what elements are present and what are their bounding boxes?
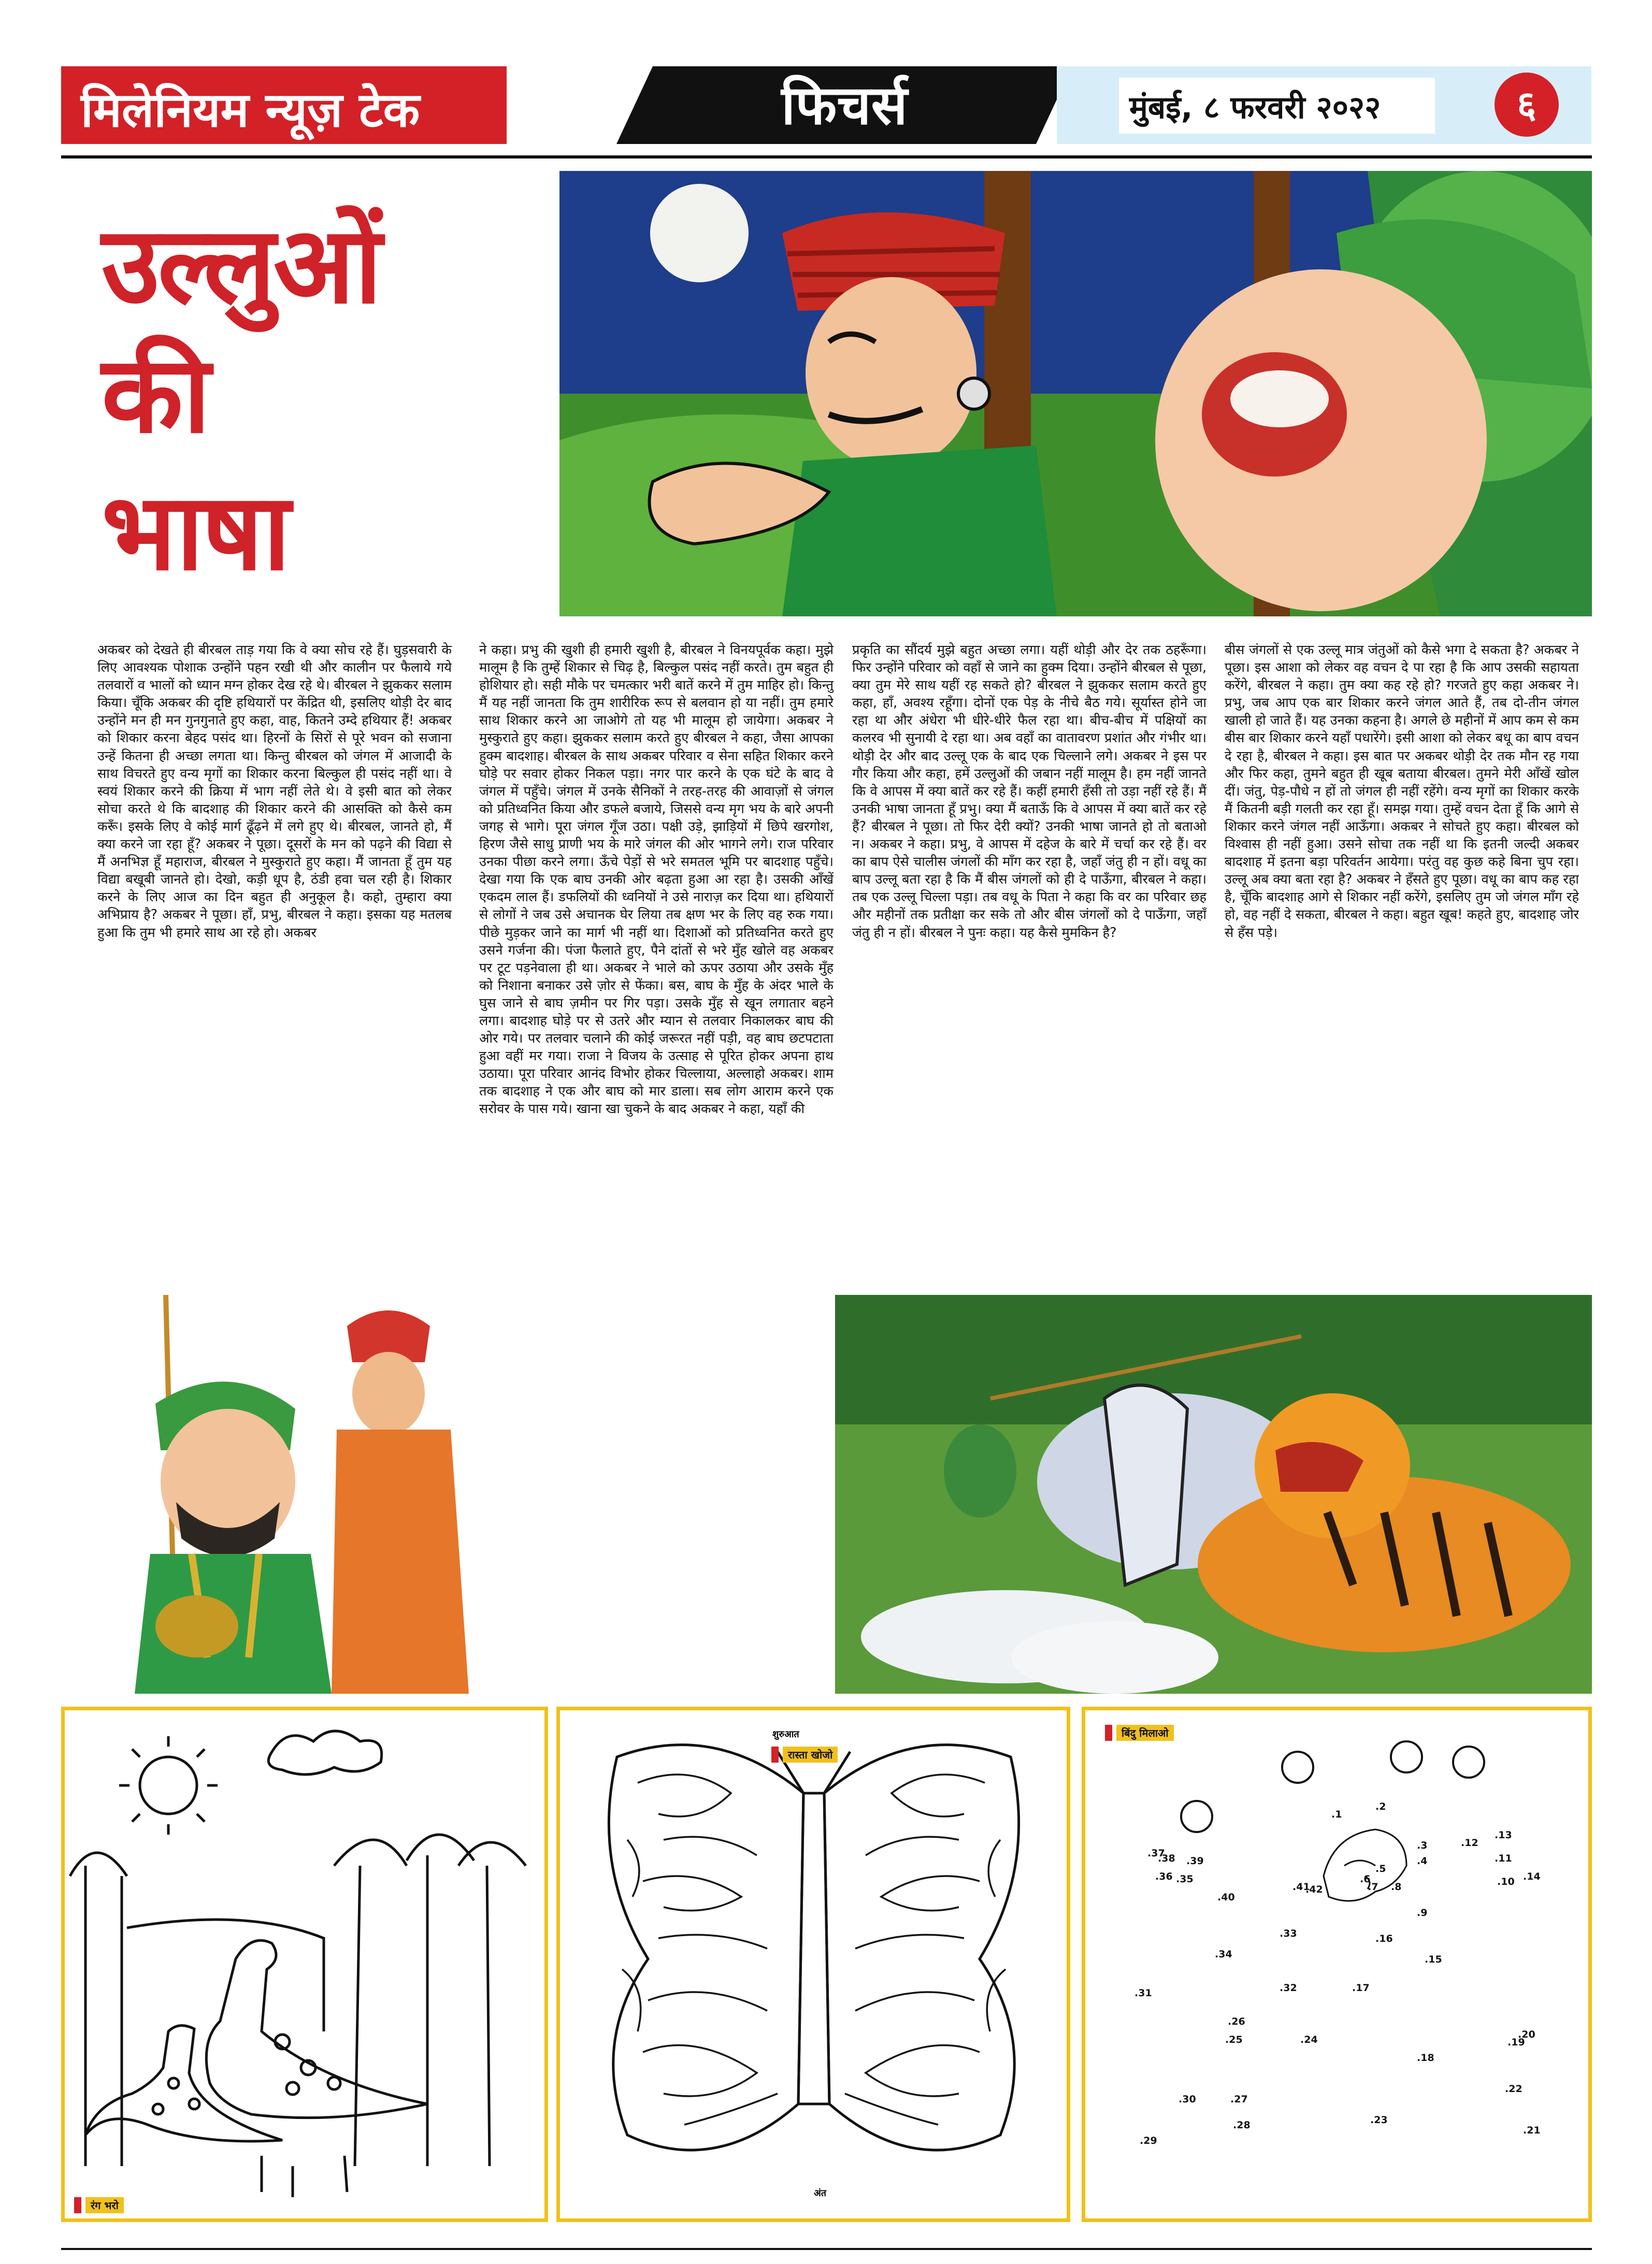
dot-25: .25 bbox=[1225, 2034, 1243, 2045]
dot-9: .9 bbox=[1417, 1907, 1428, 1919]
dot-18: .18 bbox=[1417, 2052, 1434, 2064]
section-title: फिचर्स bbox=[781, 74, 908, 137]
dot-19: .19 bbox=[1507, 2037, 1525, 2048]
dots-layer bbox=[1085, 1710, 1588, 2218]
dot-20: .20 bbox=[1518, 2029, 1535, 2040]
article-column-3 bbox=[852, 641, 1206, 1284]
dot-30: .30 bbox=[1179, 2094, 1196, 2105]
dot-22: .22 bbox=[1505, 2083, 1522, 2095]
bottom-rule bbox=[61, 2248, 1592, 2250]
dots-label: बिंदु मिलाओ bbox=[1116, 1725, 1174, 1741]
dot-1: .1 bbox=[1331, 1809, 1342, 1820]
dot-33: .33 bbox=[1280, 1928, 1297, 1939]
dot-41: .41 bbox=[1292, 1881, 1310, 1893]
dot-16: .16 bbox=[1375, 1933, 1393, 1944]
dot-38: .38 bbox=[1158, 1853, 1175, 1864]
dot-21: .21 bbox=[1523, 2125, 1541, 2136]
article-column-4 bbox=[1225, 641, 1579, 1284]
dot-36: .36 bbox=[1155, 1871, 1173, 1882]
dot-10: .10 bbox=[1497, 1876, 1515, 1887]
dot-4: .4 bbox=[1417, 1855, 1428, 1867]
dot-34: .34 bbox=[1215, 1949, 1232, 1960]
dot-11: .11 bbox=[1495, 1853, 1512, 1864]
issue-date: मुंबई, ८ फरवरी २०२२ bbox=[1129, 90, 1381, 126]
akbar-birbal-illustration bbox=[559, 171, 1592, 616]
headline-line-2: की bbox=[102, 334, 209, 457]
maze-label: रास्ता खोजो bbox=[783, 1747, 838, 1763]
dot-31: .31 bbox=[1134, 1987, 1152, 1999]
column-2-text: ने कहा। प्रभु की खुशी ही हमारी खुशी है, बीरबल ने विनयपूर्वक कहा। मुझे मालूम है कि तुम्हें शिकार से चिढ़ है, बिल्कुल पसंद नहीं करते। तुम बहुत ही होशियार हो। सही मौके पर चमत्कार भरी बातें करने में तुम माहिर हो। किन्तु मैं यह नहीं जानता कि तुम शारीरिक रूप से बलवान हो या नहीं। तुम हमारे साथ शिकार करने आ जाओगे तो यह भी मालूम हो जायेगा। अकबर ने मुस्कुराते हुए कहा। झुककर सलाम करते हुए बीरबल ने कहा, जैसा आपका हुक्म बादशाह। बीरबल के साथ अकबर परिवार व सेना सहित शिकार करने घोड़े पर सवार होकर निकल पड़ा। नगर पार करने के एक घंटे के बाद वे जंगल में पहुँचे। जंगल में उनके सैनिकों ने तरह-तरह की आवाज़ों से जंगल को प्रतिध्वनित किया और डफले बजाये, जिससे वन्य मृग भय के बारे अपनी जगह से भागे। पूरा जंगल गूँज उठा। पक्षी उड़े, झाड़ियों में छिपे खरगोश, हिरण जैसे साधु प्राणी भय के मारे जंगल की ओर भागने लगे। राज परिवार उनका पीछा करने लगा। ऊँचे पेड़ों से भरे समतल भूमि पर बादशाह पहुँचे। देखा गया कि एक बाघ उनकी ओर बढ़ता हुआ आ रहा है। उसकी आँखें एकदम लाल हैं। डफलियों की ध्वनियों ने उसे नाराज़ कर दिया था। हथियारों से लोगों ने जब उसे अचानक घेर लिया तब क्षण भर के लिए वह रुक गया। पीछे मुड़कर जाने का मार्ग भी नहीं था। दिशाओं को प्रतिध्वनित करते हुए उसने गर्जना की। पंजा फैलाते हुए, पैने दांतों से भरे मुँह खोले वह अकबर पर टूट पड़नेवाला ही था। अकबर ने भाले को ऊपर उठाया और उसके मुँह को निशाना बनाकर उसे ज़ोर से फेंका। बस, बाघ के मुँह के अंदर भाले के घुस जाने से बाघ ज़मीन पर गिर पड़ा। उसके मुँह से खून लगातार बहने लगा। बादशाह घोड़े पर से उतरे और म्यान से तलवार निकालकर बाघ की ओर गये। पर तलवार चलाने की कोई जरूरत नहीं पड़ी, वह बाघ छटपटाता हुआ वहीं मर गया। राजा ने विजय के उत्साह से पूरित होकर अपना हाथ उठाया। पूरा परिवार आनंद विभोर होकर चिल्लाया, अल्लाहो अकबर। शाम तक बादशाह ने एक और बाघ को मार डाला। सब लोग आराम करने एक सरोवर के पास गये। खाना खा चुकने के बाद अकबर ने कहा, यहाँ की bbox=[479, 642, 834, 1117]
dot-40: .40 bbox=[1217, 1892, 1235, 1903]
dot-39: .39 bbox=[1186, 1855, 1204, 1867]
page-number: ६ bbox=[1495, 73, 1559, 137]
dot-14: .14 bbox=[1523, 1871, 1541, 1882]
dot-26: .26 bbox=[1228, 2016, 1245, 2027]
coloring-drawing[interactable] bbox=[65, 1710, 544, 2218]
butterfly-maze[interactable] bbox=[560, 1710, 1067, 2218]
top-rule bbox=[61, 155, 1592, 158]
maze-start-label: शुरुआत bbox=[772, 1729, 799, 1740]
article-column-2 bbox=[479, 641, 834, 1695]
brand-name: मिलेनियम न्यूज़ टेक bbox=[81, 82, 420, 138]
dot-27: .27 bbox=[1230, 2094, 1248, 2105]
dot-35: .35 bbox=[1176, 1873, 1194, 1885]
column-3-text: प्रकृति का सौंदर्य मुझे बहुत अच्छा लगा। यहीं थोड़ी और देर तक ठहरूँगा। फिर उन्होंने परिवार को वहाँ से जाने का हुक्म दिया। उन्होंने बीरबल से पूछा, क्या तुम मेरे साथ यहीं रह सकते हो? बीरबल ने झुककर सलाम करते हुए कहा, हाँ, अवश्य रहूँगा। दोनों एक पेड़ के नीचे बैठ गये। सूर्यास्त होने जा रहा था और अंधेरा भी धीरे-धीरे फैल रहा था। बीच-बीच में पक्षियों का कलरव भी सुनायी दे रहा था। अब वहाँ का वातावरण प्रशांत और गंभीर था। थोड़ी देर और बाद उल्लू एक के बाद एक चिल्लाने लगे। अकबर ने इस पर गौर किया और कहा, हमें उल्लुओं की जबान नहीं मालूम है। हम नहीं जानते कि वे आपस में क्या बातें कर रहे हैं। कहीं हमारी हँसी तो उड़ा नहीं रहे हैं। मैं उनकी भाषा जानता हूँ प्रभु। क्या मैं बताऊँ कि वे आपस में क्या बातें कर रहे हैं? बीरबल ने पूछा। तो फिर देरी क्यों? उनकी भाषा जानते हो तो बताओ न। अकबर ने कहा। प्रभु, वे आपस में दहेज के बारे में चर्चा कर रहे हैं। वर का बाप ऐसे चालीस जंगलों की माँग कर रहा है, जहाँ जंतु ही न हों। वधू का बाप उल्लू बता रहा है कि मैं बीस जंगलों को ही दे पाऊँगा, बीरबल ने कहा। तब एक उल्लू चिल्ला पड़ा। तब वधू के पिता ने कहा कि वर का परिवार छह और महीनों तक प्रतीक्षा कर सके तो और बीस जंगलों को दे पाऊँगा, जहाँ जंतु ही न हों। बीरबल ने पुनः कहा। यह कैसे मुमकिन है? bbox=[852, 642, 1206, 941]
coloring-label: रंग भरो bbox=[85, 2197, 124, 2213]
column-4-text: बीस जंगलों से एक उल्लू मात्र जंतुओं को कैसे भगा दे सकता है? अकबर ने पूछा। इस आशा को लेकर वह वचन दे पा रहा है कि आप उसकी सहायता करेंगे, बीरबल ने कहा। तुम क्या कह रहे हो? गरजते हुए कहा अकबर ने। प्रभु, जब आप एक बार शिकार करने जंगल आते हैं, तब दो-तीन जंगल खाली हो जाते हैं। यह उनका कहना है। अगले छे महीनों में आप कम से कम बीस बार शिकार करने यहाँ पधारेंगे। इसी आशा को लेकर बधू का बाप वचन दे रहा है, बीरबल ने कहा। इस बात पर अकबर थोड़ी देर तक मौन रह गया और फिर कहा, तुमने बहुत ही खूब बताया बीरबल। तुमने मेरी आँखें खोल दीं। जंतु, पेड़-पौधे न हों तो जंगल ही नहीं रहेंगे। वन्य मृगों का शिकार करके मैं कितनी बड़ी गलती कर रहा हूँ। समझ गया। तुम्हें वचन देता हूँ कि आगे से शिकार करने जंगल नहीं आऊँगा। अकबर ने सोचते हुए कहा। बीरबल को विश्वास ही नहीं हुआ। उसने सोचा तक नहीं था कि इतनी जल्दी अकबर बादशाह में इतना बड़ा परिवर्तन आयेगा। परंतु वह कुछ कहे बिना चुप रहा। उल्लू अब क्या बता रहा है? अकबर ने हँसते हुए पूछा। वधू का बाप कह रहा है, चूँकि बादशाह आगे से शिकार नहीं करेंगे, इसलिए तुम जो जंगल माँग रहे हो, वह नहीं दे सकता, बीरबल ने कहा। बहुत खूब! कहते हुए, बादशाह जोर से हँस पड़े। bbox=[1225, 642, 1579, 941]
headline-line-1: उल्लुओं bbox=[102, 204, 380, 327]
dot-5: .5 bbox=[1375, 1863, 1386, 1874]
maze-end-label: अंत bbox=[814, 2188, 827, 2199]
dot-24: .24 bbox=[1300, 2034, 1318, 2045]
dot-32: .32 bbox=[1280, 1982, 1297, 1994]
brand-banner bbox=[61, 66, 507, 144]
section-banner bbox=[616, 66, 1072, 144]
dot-42: .42 bbox=[1305, 1884, 1323, 1895]
dot-13: .13 bbox=[1495, 1829, 1512, 1841]
dot-29: .29 bbox=[1140, 2135, 1157, 2146]
maze-box bbox=[556, 1707, 1070, 2222]
dot-37: .37 bbox=[1147, 1848, 1165, 1859]
dot-6: .6 bbox=[1360, 1873, 1371, 1885]
date-box bbox=[1119, 78, 1435, 134]
column-1-text: अकबर को देखते ही बीरबल ताड़ गया कि वे क्या सोच रहे हैं। घुड़सवारी के लिए आवश्यक पोशाक उन्होंने पहन रखी थी और कालीन पर फैलाये गये तलवारों व भालों को ध्यान मग्न होकर देख रहे थे। बीरबल ने झुककर सलाम किया। चूँकि अकबर की दृष्टि हथियारों पर केंद्रित थी, इसलिए थोड़ी देर बाद उन्होंने मन ही मन गुनगुनाते हुए कहा, वाह, कितने उम्दे हथियार हैं! अकबर को शिकार करना बेहद पसंद था। हिरनों के सिरों से पूरे भवन को सजाना उन्हें कितना ही अच्छा लगता था। किन्तु बीरबल को जंगल में आजादी के साथ विचरते हुए वन्य मृगों का शिकार करना बिल्कुल ही पसंद नहीं था। वे स्वयं शिकार करने की क्रिया में भाग नहीं लेते थे। वे इसी बात को लेकर सोचा करते थे कि बादशाह की शिकार करने की आसक्ति को कैसे कम करूँ। इसके लिए वे कोई मार्ग ढूँढ़ने में लगे हुए थे। बीरबल, जानते हो, मैं क्या करने जा रहा हूँ? अकबर ने पूछा। दूसरों के मन को पढ़ने की विद्या से मैं अनभिज्ञ हूँ महाराज, बीरबल ने मुस्कुराते हुए कहा। मैं जानता हूँ तुम यह विद्या बखूबी जानते हो। देखो, कड़ी धूप है, ठंडी हवा चल रही है। शिकार करने के लिए आज का दिन बहुत ही अनुकूल है। कहो, तुम्हारा क्या अभिप्राय है? अकबर ने पूछा। हाँ, प्रभु, बीरबल ने कहा। इसका यह मतलब हुआ कि तुम भी हमारे साथ आ रहे हो। अकबर bbox=[97, 642, 452, 941]
dot-8: .8 bbox=[1391, 1881, 1402, 1893]
dot-2: .2 bbox=[1375, 1801, 1386, 1812]
akbar-with-birbal-illustration bbox=[88, 1295, 469, 1694]
tiger-hunt-illustration bbox=[835, 1295, 1592, 1694]
dot-12: .12 bbox=[1461, 1837, 1478, 1849]
dot-23: .23 bbox=[1370, 2114, 1388, 2126]
dot-28: .28 bbox=[1233, 2119, 1251, 2131]
dot-15: .15 bbox=[1425, 1954, 1442, 1965]
dot-17: .17 bbox=[1352, 1982, 1370, 1994]
dot-7: .7 bbox=[1368, 1881, 1378, 1893]
article-column-1 bbox=[97, 641, 452, 1297]
headline-line-3: भाषा bbox=[102, 471, 289, 594]
coloring-box bbox=[61, 1707, 548, 2222]
dots-box bbox=[1082, 1707, 1592, 2222]
dot-3: .3 bbox=[1417, 1840, 1428, 1851]
